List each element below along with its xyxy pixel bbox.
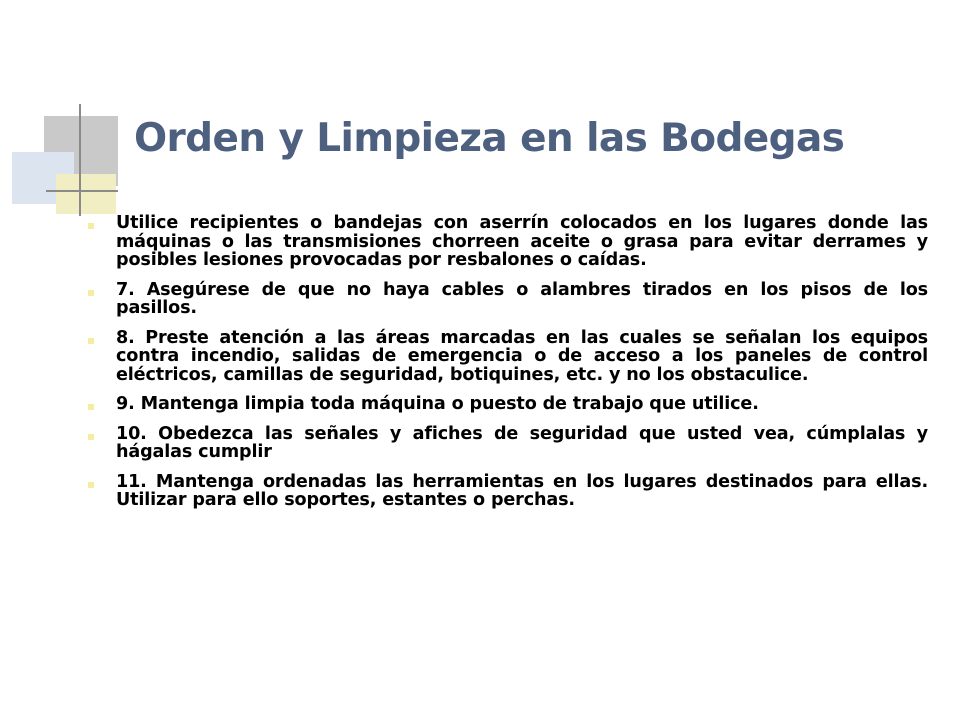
bullet-item	[116, 473, 928, 510]
square-bullet-icon	[88, 482, 94, 488]
bullet-item	[116, 214, 928, 270]
bullet-text: 9. Mantenga limpia toda máquina o puesto de trabajo que utilice.	[116, 394, 759, 414]
square-bullet-icon	[88, 290, 94, 296]
decorative-vertical-line	[79, 104, 81, 216]
bullet-text: Utilice recipientes o bandejas con aserrín colocados en los lugares donde las máquinas o las transmisiones chorreen aceite o grasa para evitar derrames y posibles lesiones provocadas por resbalones o caídas.	[116, 213, 928, 270]
square-bullet-icon	[88, 404, 94, 410]
slide-title: Orden y Limpieza en las Bodegas	[134, 116, 845, 161]
square-bullet-icon	[88, 338, 94, 344]
decorative-yellow-square	[56, 174, 116, 214]
square-bullet-icon	[88, 223, 94, 229]
square-bullet-icon	[88, 434, 94, 440]
bullet-text: 8. Preste atención a las áreas marcadas en las cuales se señalan los equipos contra incendio, salidas de emergencia o de acceso a los paneles de control eléctricos, camillas de seguridad, botiquines, etc. y no los obstaculice.	[116, 327, 928, 385]
bullet-list	[116, 214, 928, 521]
decorative-horizontal-line	[46, 190, 118, 192]
bullet-text: 10. Obedezca las señales y afiches de seguridad que usted vea, cúmplalas y hágalas cumplir	[116, 423, 928, 462]
bullet-item	[116, 425, 928, 462]
bullet-item	[116, 395, 928, 414]
bullet-text: 7. Asegúrese de que no haya cables o alambres tirados en los pisos de los pasillos.	[116, 279, 928, 318]
bullet-item	[116, 329, 928, 385]
bullet-item	[116, 281, 928, 318]
bullet-text: 11. Mantenga ordenadas las herramientas en los lugares destinados para ellas. Utilizar para ello soportes, estantes o perchas.	[116, 471, 928, 510]
